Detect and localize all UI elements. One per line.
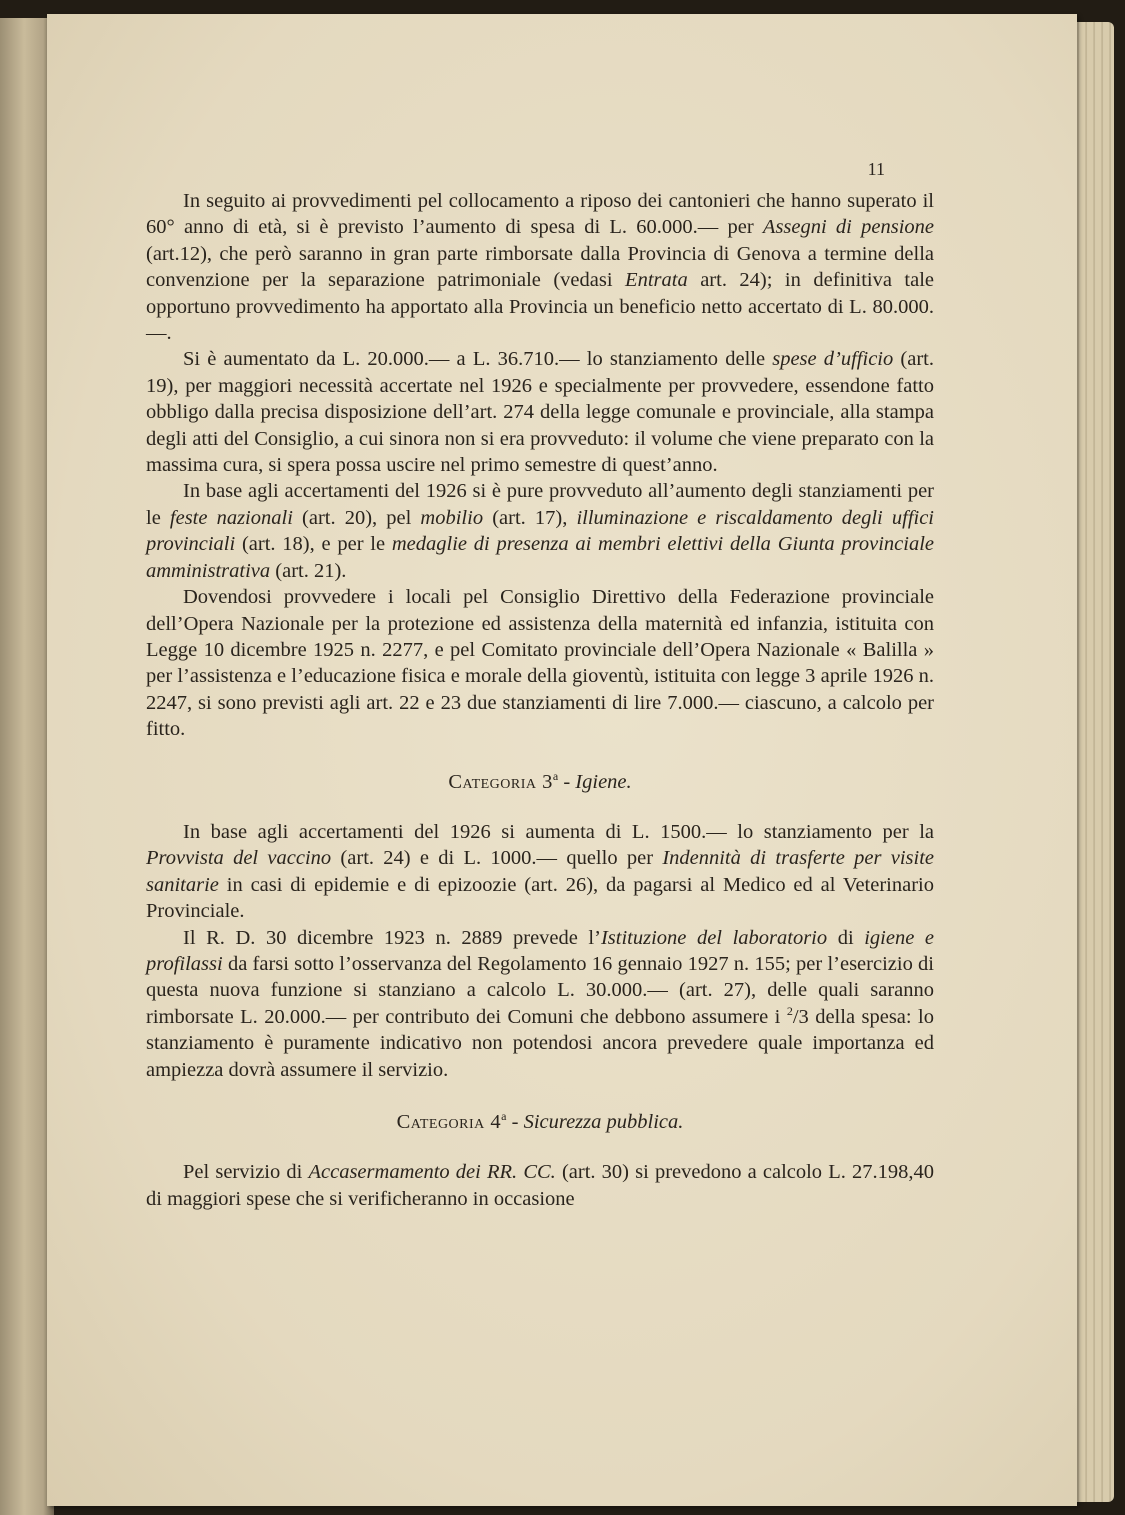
- italic-run: mobilio: [420, 506, 484, 529]
- heading-title: Igiene.: [575, 770, 632, 793]
- text-run: In seguito ai provvedimenti pel collocamento a riposo dei cantonieri che hanno superato il 60° anno di età, si è previsto l’aumento di spesa di L. 60.000.— per: [146, 190, 934, 239]
- text-run: In base agli accertamenti del 1926 si aumenta di L. 1500.— lo stanziamento per la: [183, 820, 934, 843]
- paragraph-vaccino: [146, 819, 934, 925]
- heading-title: Sicurezza pubblica.: [523, 1111, 684, 1133]
- text-run: in casi di epidemie e di epizoozie (art. 26), da pagarsi al Medico ed al Veterinario Provinciale.: [146, 873, 934, 923]
- italic-run: Istituzione del laboratorio: [600, 926, 828, 949]
- text-run: (art. 24) e di L. 1000.— quello per: [331, 847, 663, 870]
- italic-run: Assegni di pensione: [762, 216, 934, 239]
- text-run: (art. 20), pel: [292, 506, 421, 529]
- text-run: (art. 19), per maggiori necessità accertate nel 1926 e specialmente per provvedere, essendone fatto obbligo dalla precisa disposizione dell’art. 274 della legge comunale e provinciale, alla stampa degli atti del Consiglio, a cui sinora non si era provveduto: il volume che viene preparato con la massima cura, si spera possa uscire nel primo semestre di quest’anno.: [146, 348, 934, 477]
- heading-ordinal: a: [552, 768, 559, 783]
- italic-run: igiene e profilassi: [146, 926, 934, 975]
- text-run: Si è aumentato da L. 20.000.— a L. 36.710.— lo stanziamento delle: [183, 348, 773, 371]
- italic-run: illuminazione e riscaldamento degli uffici provinciali: [146, 506, 934, 556]
- text-run: da farsi sotto l’osservanza del Regolamento 16 gennaio 1927 n. 155; per l’esercizio di questa nuova funzione si stanziano a calcolo L. 30.000.— (art. 27), delle quali saranno rimborsate L. 20.000.— per contributo dei Comuni che debbono assumere i: [146, 952, 934, 1028]
- section-heading-sicurezza: [146, 1109, 934, 1135]
- italic-run: Indennità di trasferte per visite sanitarie: [146, 847, 934, 896]
- fraction-denominator: /3: [792, 1005, 809, 1028]
- text-run: (art. 18), e per le: [235, 533, 392, 556]
- text-run: (art. 30) si prevedono a calcolo L. 27.198,40 di maggiori spese che si verificheranno in occasione: [146, 1161, 934, 1210]
- left-page-edge: [0, 18, 54, 1515]
- section-heading-igiene: [146, 769, 934, 795]
- text-run: (art.12), che però saranno in gran parte rimborsate dalla Provincia di Genova a termine della convenzione per la separazione patrimoniale (vedasi: [146, 242, 934, 292]
- text-run: art. 24); in definitiva tale opportuno provvedimento ha apportato alla Provincia un beneficio netto accertato di L. 80.000.—.: [146, 269, 935, 345]
- heading-separator: -: [558, 770, 576, 793]
- text-run: di: [827, 926, 865, 949]
- italic-run: feste nazionali: [169, 506, 293, 529]
- text-run: Il R. D. 30 dicembre 1923 n. 2889 prevede l’: [183, 926, 601, 949]
- paragraph-spese-ufficio: [146, 346, 934, 478]
- text-run: della spesa: lo stanziamento è puramente indicativo non potendosi ancora prevedere quale importanza ed ampiezza dovrà assumere il servizio.: [146, 1005, 934, 1081]
- paragraph-feste-nazionali: [146, 478, 934, 584]
- text-run: (art. 21).: [270, 559, 347, 582]
- paragraph-opera-nazionale: [146, 584, 934, 742]
- italic-run: spese d’ufficio: [772, 348, 894, 371]
- heading-label: Categoria 4: [396, 1111, 502, 1133]
- paragraph-accasermamento: [146, 1159, 934, 1212]
- text-run: Dovendosi provvedere i locali pel Consiglio Direttivo della Federazione provinciale dell’Opera Nazionale per la protezione ed assistenza della maternità ed infanzia, istituita con Legge 10 dicembre 1925 n. 2277, e pel Comitato provinciale dell’Opera Nazionale « Balilla » per l’assistenza e l’educazione fisica e morale della gioventù, istituita con legge 3 aprile 1926 n. 2247, si sono previsti agli art. 22 e 23 due stanziamenti di lire 7.000.— ciascuno, a calcolo per fitto.: [146, 586, 934, 741]
- text-run: Pel servizio di: [183, 1161, 309, 1184]
- text-run: In base agli accertamenti del 1926 si è pure provveduto all’aumento degli stanziamenti per le: [146, 480, 934, 529]
- text-run: (art. 17),: [483, 506, 577, 529]
- italic-run: Entrata: [625, 269, 688, 292]
- paragraph-laboratorio: [146, 925, 934, 1083]
- body-text: [146, 188, 934, 1212]
- heading-label: Categoria 3: [448, 770, 553, 793]
- italic-run: medaglie di presenza ai membri elettivi della Giunta provinciale amministrativa: [146, 533, 934, 582]
- heading-ordinal: a: [501, 1109, 507, 1124]
- page-number: 11: [867, 159, 885, 179]
- italic-run: Accasermamento dei RR. CC.: [308, 1161, 556, 1184]
- paragraph-pensioni: [146, 188, 934, 346]
- heading-separator: -: [506, 1111, 524, 1133]
- fraction-numerator: 2: [786, 1003, 793, 1018]
- italic-run: Provvista del vaccino: [146, 847, 332, 870]
